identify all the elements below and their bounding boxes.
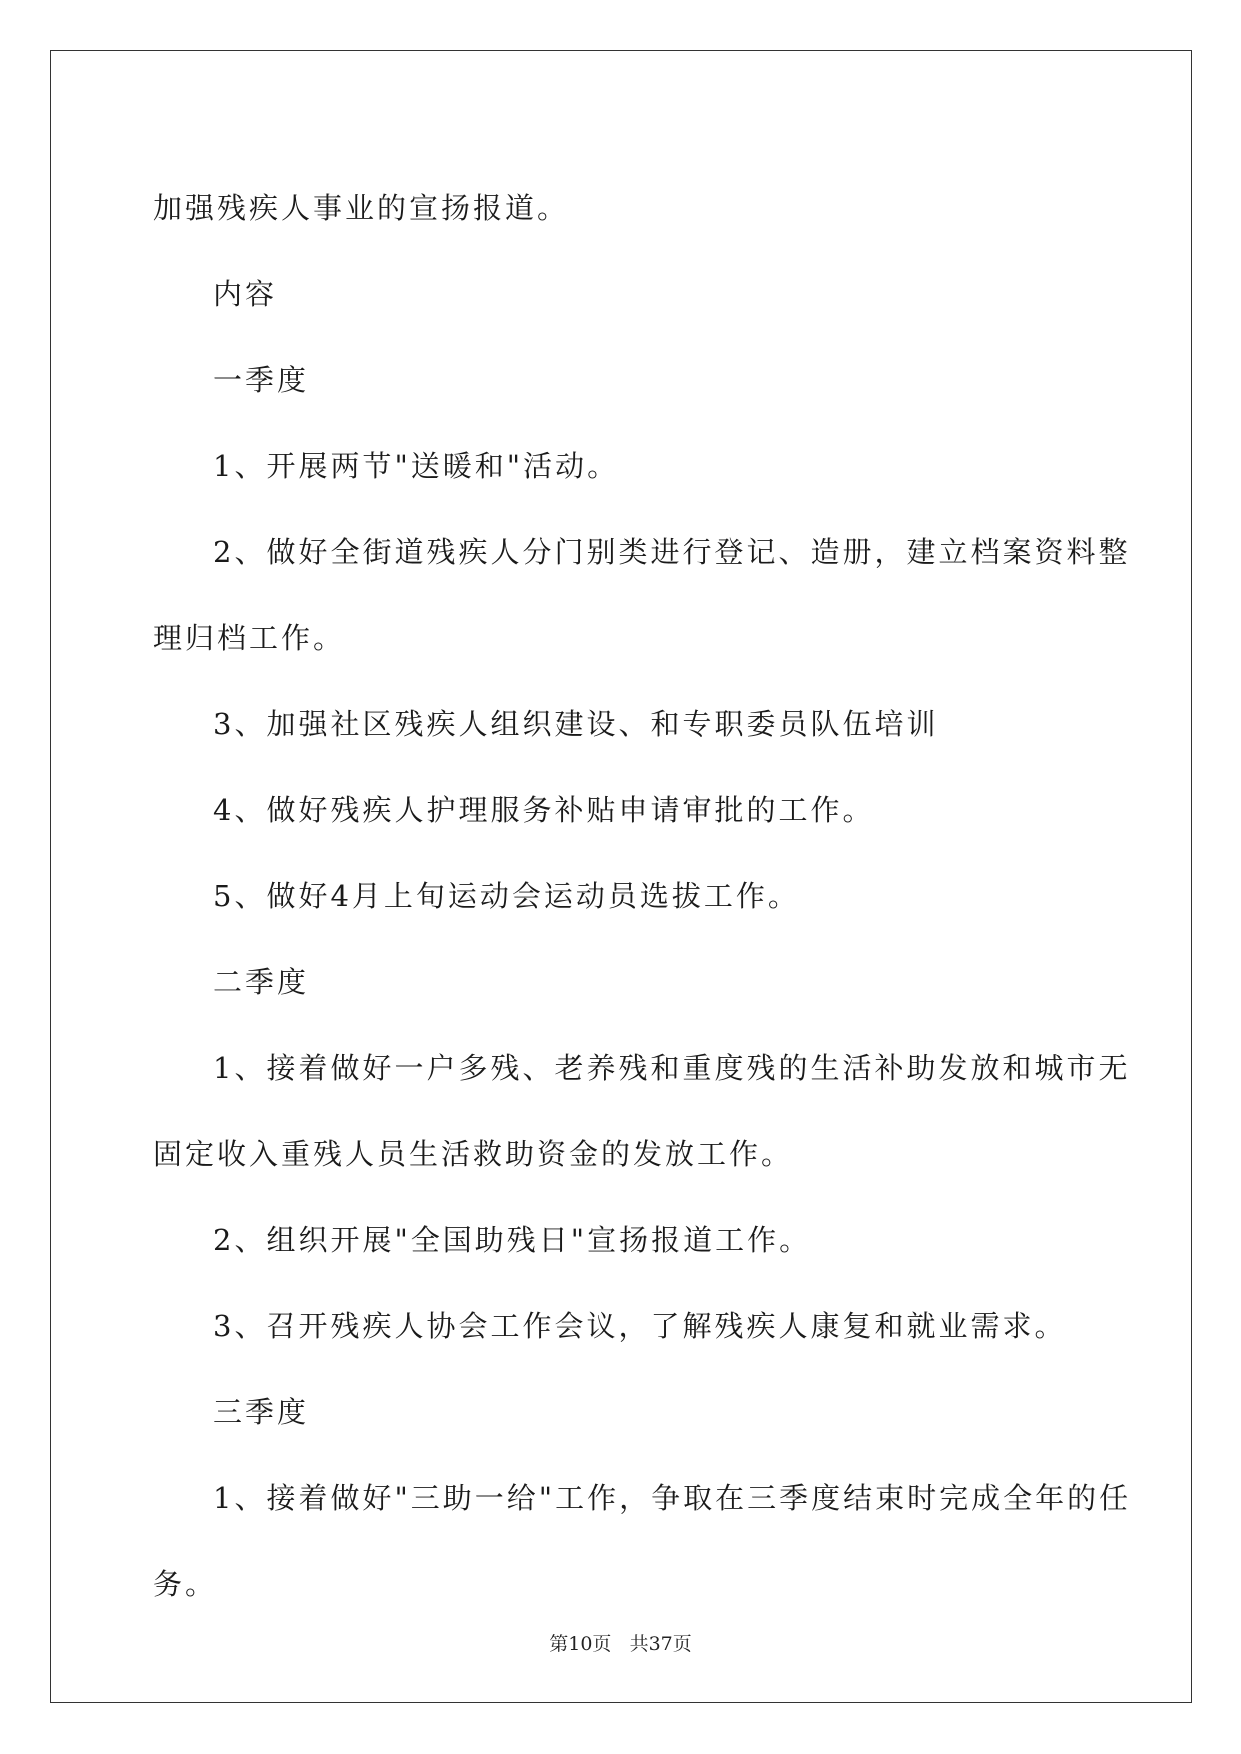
page-prefix: 第 — [549, 1633, 569, 1655]
paragraph-continuation: 理归档工作。 — [153, 621, 346, 655]
paragraph-continuation: 务。 — [153, 1567, 218, 1601]
section-heading-q2: 二季度 — [213, 965, 310, 999]
list-item: 4、做好残疾人护理服务补贴申请审批的工作。 — [213, 793, 875, 827]
list-item: 1、开展两节"送暖和"活动。 — [213, 449, 620, 483]
section-heading-q1: 一季度 — [213, 363, 310, 397]
section-heading-q3: 三季度 — [213, 1395, 310, 1429]
page-footer — [0, 1632, 1241, 1656]
paragraph: 加强残疾人事业的宣扬报道。 — [153, 191, 570, 225]
list-item: 2、组织开展"全国助残日"宣扬报道工作。 — [213, 1223, 812, 1257]
section-heading-content: 内容 — [213, 277, 278, 311]
page-number: 10 — [568, 1633, 593, 1655]
page-suffix: 页 — [592, 1633, 612, 1655]
list-item: 1、接着做好一户多残、老养残和重度残的生活补助发放和城市无 — [213, 1051, 1131, 1085]
total-prefix: 共 — [629, 1633, 649, 1655]
list-item: 2、做好全街道残疾人分门别类进行登记、造册，建立档案资料整 — [213, 535, 1131, 569]
list-item: 1、接着做好"三助一给"工作，争取在三季度结束时完成全年的任 — [213, 1481, 1132, 1515]
paragraph-continuation: 固定收入重残人员生活救助资金的发放工作。 — [153, 1137, 794, 1171]
list-item: 5、做好4月上旬运动会运动员选拔工作。 — [213, 879, 800, 913]
total-pages: 37 — [648, 1633, 673, 1655]
list-item: 3、召开残疾人协会工作会议，了解残疾人康复和就业需求。 — [213, 1309, 1067, 1343]
document-body — [153, 165, 1132, 1627]
total-suffix: 页 — [672, 1633, 692, 1655]
list-item: 3、加强社区残疾人组织建设、和专职委员队伍培训 — [213, 707, 939, 741]
